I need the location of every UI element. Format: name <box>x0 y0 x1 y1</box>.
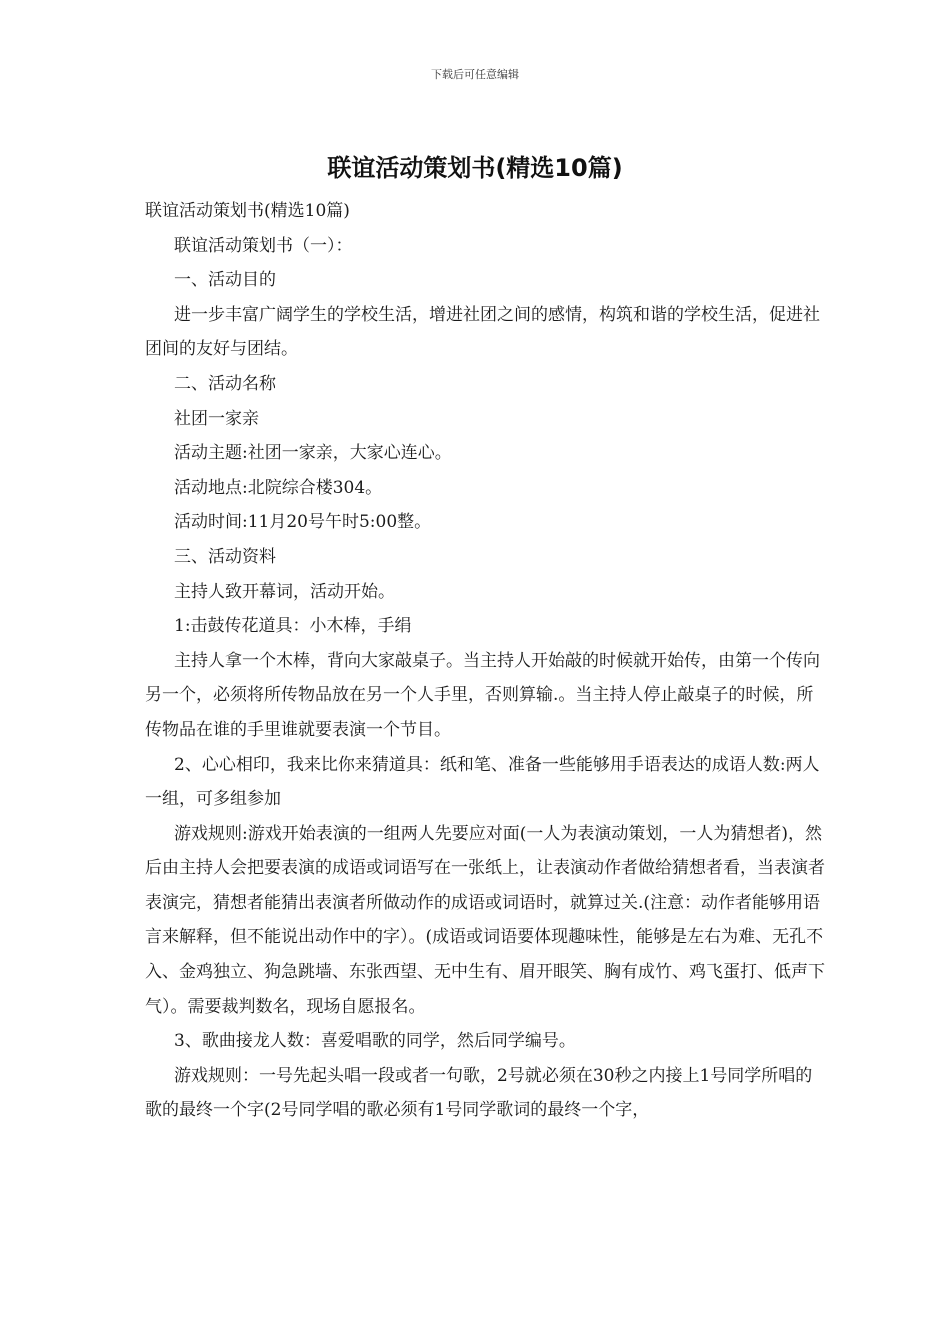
body-paragraph: 社团一家亲 <box>174 408 259 429</box>
document-title: 联谊活动策划书(精选10篇) <box>327 154 623 182</box>
body-paragraph: 主持人致开幕词，活动开始。 <box>174 581 395 602</box>
body-paragraph: 联谊活动策划书（一）： <box>174 235 353 256</box>
body-paragraph: 游戏规则:游戏开始表演的一组两人先要应对面(一人为表演动策划，一人为猜想者)，然后由主持人会把要表演的成语或词语写在一张纸上，让表演动作者做给猜想者看，当表演者表演完，猜想者能猜出表演者所做动作的成语或词语时，就算过关.(注意：动作者能够用语言来解释，但不能说出动作中的字）。(成语或词语要体现趣味性，能够是左右为难、无孔不入、金鸡独立、狗急跳墙、东张西望、无中生有、眉开眼笑、胸有成竹、鸡飞蛋打、低声下气）。需要裁判数名，现场自愿报名。 <box>145 823 825 1017</box>
body-paragraph: 二、活动名称 <box>174 373 276 394</box>
body-paragraph: 活动主题:社团一家亲，大家心连心。 <box>174 443 452 464</box>
body-paragraph: 主持人拿一个木棒，背向大家敲桌子。当主持人开始敲的时候就开始传，由第一个传向另一个，必须将所传物品放在另一个人手里，否则算输.。当主持人停止敲桌子的时候，所传物品在谁的手里谁就要表演一个节目。 <box>145 650 820 740</box>
body-paragraph: 一、活动目的 <box>174 270 276 291</box>
body-paragraph: 2、心心相印，我来比你来猜道具：纸和笔、准备一些能够用手语表达的成语人数:两人一组，可多组参加 <box>145 754 820 810</box>
body-paragraph: 3、歌曲接龙人数：喜爱唱歌的同学，然后同学编号。 <box>174 1031 576 1052</box>
page-header-note: 下载后可任意编辑 <box>431 68 519 81</box>
body-paragraph: 1:击鼓传花道具：小木棒，手绢 <box>174 616 412 637</box>
body-paragraph: 联谊活动策划书(精选10篇) <box>145 201 350 221</box>
body-paragraph: 活动地点:北院综合楼304。 <box>174 477 383 498</box>
body-paragraph: 三、活动资料 <box>174 546 276 567</box>
body-paragraph: 进一步丰富广阔学生的学校生活，增进社团之间的感情，构筑和谐的学校生活，促进社团间的友好与团结。 <box>145 304 820 360</box>
document-body <box>145 194 825 1128</box>
body-paragraph: 游戏规则：一号先起头唱一段或者一句歌，2号就必须在30秒之内接上1号同学所唱的歌的最终一个字(2号同学唱的歌必须有1号同学歌词的最终一个字， <box>145 1065 813 1121</box>
body-paragraph: 活动时间:11月20号午时5:00整。 <box>174 512 432 533</box>
